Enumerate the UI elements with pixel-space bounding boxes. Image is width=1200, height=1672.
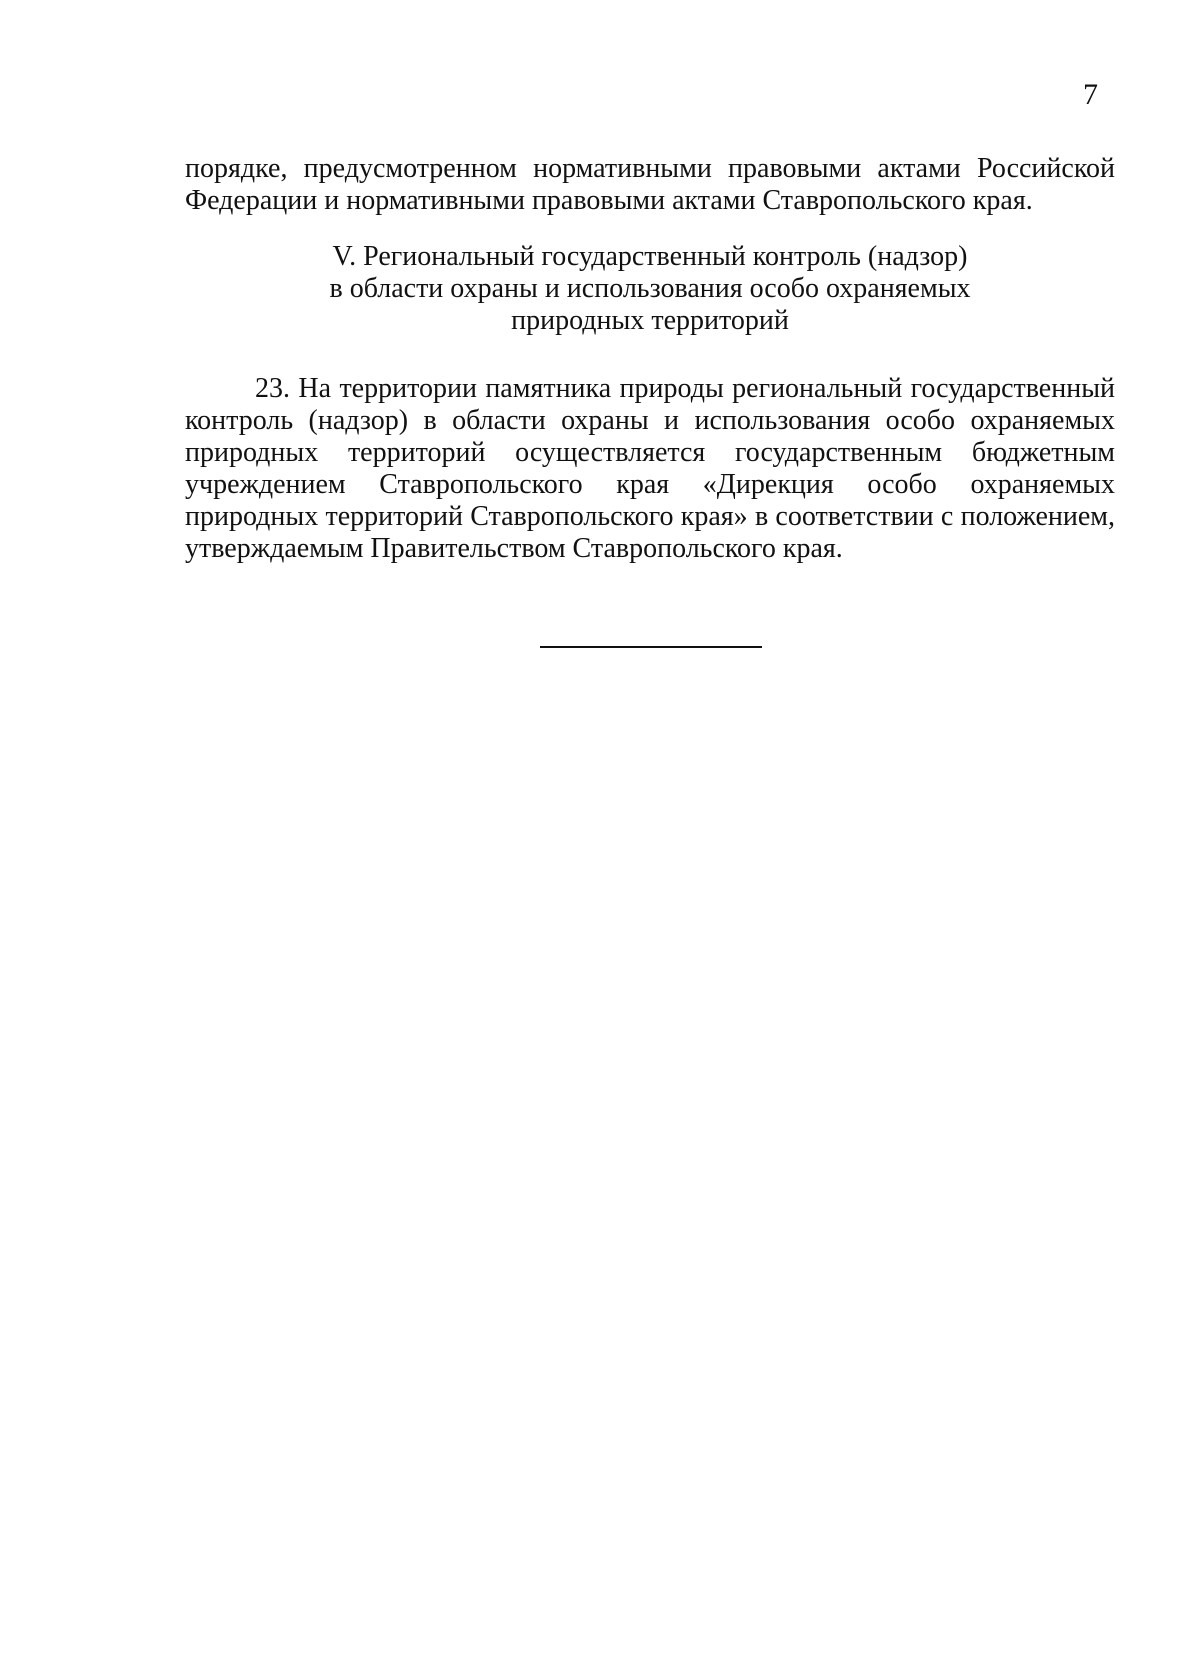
page-number: 7 [1083,78,1098,111]
continuation-paragraph: порядке, предусмотренном нормативными правовыми актами Российской Федерации и нормативными правовыми актами Ставропольского края. [185,153,1115,216]
paragraph-23: 23. На территории памятника природы региональный государственный контроль (надзор) в области охраны и использования особо охраняемых природных территорий осуществляется государственным бюджетным учреждением Ставропольского края «Дирекция особо охраняемых природных территорий Ставропольского края» в соответствии с положением, утверждаемым Правительством Ставропольского края. [185,373,1115,564]
section-heading-line-2: в области охраны и использования особо охраняемых [329,273,971,304]
section-heading [185,241,1115,337]
end-of-document-rule [540,646,762,648]
section-heading-line-1: V. Региональный государственный контроль (надзор) [332,241,968,272]
section-heading-line-3: природных территорий [511,305,789,336]
